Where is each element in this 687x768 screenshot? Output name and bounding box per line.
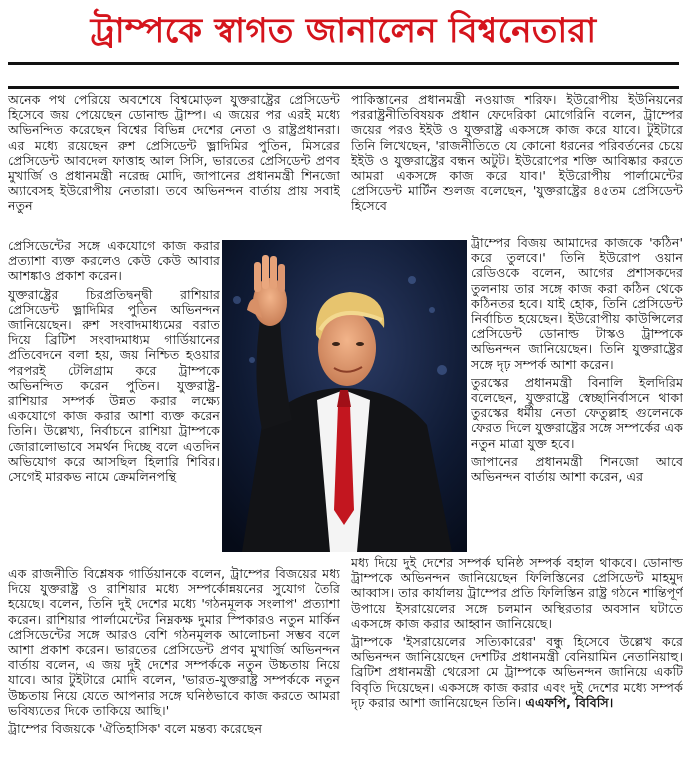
- headline-rule-top: [8, 62, 679, 65]
- article-paragraph: মধ্য দিয়ে দুই দেশের সম্পর্ক ঘনিষ্ঠ সম্পর্ক বহাল থাকবে। ডোনাল্ড ট্রাম্পকে অভিনন্দন জানিয়েছেন ফিলিস্তিনের প্রেসিডেন্ট মাহমুদ আব্বাস। তার কার্যালয় ট্রাম্পের প্রতি ফিলিস্তিন রাষ্ট্র গঠনে শান্তিপূর্ণ উপায়ে ইসরায়েলের সঙ্গে চলমান অস্থিরতার অবসান ঘটাতে একসঙ্গে কাজ করার আহ্বান জানিয়েছে।: [351, 555, 683, 631]
- byline: এএফপি, বিবিসি।: [525, 694, 614, 710]
- article-bottom-left: [8, 566, 340, 764]
- article-paragraph: ট্রাম্পের বিজয়কে 'ঐতিহাসিক' বলে মন্তব্য করেছেন: [8, 721, 263, 737]
- article-paragraph: এক রাজনীতি বিশ্লেষক গার্ডিয়ানকে বলেন, ট্রাম্পের বিজয়ের মধ্য দিয়ে যুক্তরাষ্ট্র ও রাশিয়ার মধ্যে সম্পর্কোন্নয়নের সুযোগ তৈরি হয়েছে। বলেন, তিনি দুই দেশের মধ্যে 'গঠনমূলক সংলাপ' প্রত্যাশা করেন। রাশিয়ার পার্লামেন্টের নিম্নকক্ষ দুমার স্পিকারও নতুন মার্কিন প্রেসিডেন্টের সঙ্গে আরও বেশি গঠনমূলক আলোচনা সম্ভব বলে আশা প্রকাশ করেন। ভারতের প্রেসিডেন্ট প্রণব মুখার্জি অভিনন্দন বার্তায় বলেন, এ জয় দুই দেশের সম্পর্ককে নতুন উচ্চতায় নিয়ে যাবে। আর টুইটারে মোদি বলেন, 'ভারত-যুক্তরাষ্ট্র সম্পর্ককে নতুন উচ্চতায় নিয়ে যেতে আপনার সঙ্গে ঘনিষ্ঠভাবে কাজ করতে আমরা ভবিষ্যতের দিকে তাকিয়ে আছি।': [8, 566, 340, 718]
- article-left-narrow: [8, 238, 220, 566]
- headline-rule-bottom: [8, 86, 679, 89]
- article-paragraph: [351, 634, 683, 710]
- article-paragraph: যুক্তরাষ্ট্রের চিরপ্রতিদ্বন্দ্বী রাশিয়ার প্রেসিডেন্ট ভ্লাদিমির পুতিন অভিনন্দন জানিয়েছেন। রুশ সংবাদমাধ্যমের বরাত দিয়ে ব্রিটিশ সংবাদমাধ্যম গার্ডিয়ানের প্রতিবেদনে বলা হয়, জয় নিশ্চিত হওয়ার পরপরই টেলিগ্রাম করে ট্রাম্পকে অভিনন্দিত করেন পুতিন। যুক্তরাষ্ট্র-রাশিয়ার সম্পর্ক উন্নত করার লক্ষ্যে একযোগে কাজ করার আশা ব্যক্ত করেন তিনি। উল্লেখ্য, নির্বাচনে রাশিয়া ট্রাম্পকে জোরালোভাবে সমর্থন দিচ্ছে বলে এতদিন অভিযোগ করে আসছিল হিলারি শিবির। সেগেই মারকভ নামে ক্রেমলিনপন্থি: [8, 286, 220, 485]
- article-paragraph: ট্রাম্পের বিজয় আমাদের কাজকে 'কঠিন' করে তুলবে।' তিনি ইউরোপ ওয়ান রেডিওকে বলেন, আগের প্রশাসকদের তুলনায় তার সঙ্গে কাজ করা কঠিন থেকে কঠিনতর হবে। যাই হোক, তিনি প্রেসিডেন্ট নির্বাচিত হয়েছেন। ইউরোপীয় কাউন্সিলের প্রেসিডেন্ট ডোনাল্ড টাস্কও ট্রাম্পকে অভিনন্দন জানিয়েছেন। তিনি যুক্তরাষ্ট্রের সঙ্গে দৃঢ় সম্পর্ক আশা করেন।: [471, 235, 683, 372]
- article-left-top: [8, 92, 340, 238]
- article-paragraph: তুরস্কের প্রধানমন্ত্রী বিনালি ইলদিরিম বলেছেন, যুক্তরাষ্ট্রে স্বেচ্ছানির্বাসনে থাকা তুরস্কের ধর্মীয় নেতা ফেতুল্লাহ গুলেনকে ফেরত দিলে যুক্তরাষ্ট্রের সঙ্গে সম্পর্কের এক নতুন মাত্রা যুক্ত হবে।: [471, 374, 683, 451]
- article-bottom-right: [351, 555, 683, 765]
- article-paragraph: অনেক পথ পেরিয়ে অবশেষে বিশ্বমোড়ল যুক্তরাষ্ট্রের প্রেসিডেন্ট হিসেবে জয় পেয়েছেন ডোনাল্ড ট্রাম্প। এ জয়ের পর এরই মধ্যে অভিনন্দিত করেছেন বিশ্বের বিভিন্ন দেশের নেতা ও রাষ্ট্রপ্রধানরা। এর মধ্যে রয়েছেন রুশ প্রেসিডেন্ট ভ্লাদিমির পুতিন, মিসরের প্রেসিডেন্ট আবদেল ফাত্তাহ আল সিসি, ভারতের প্রেসিডেন্ট প্রণব মুখার্জি ও প্রধানমন্ত্রী নরেন্দ্র মোদি, জাপানের প্রধানমন্ত্রী শিনজো অ্যাবেসহ ইউরোপীয় নেতারা। তবে অভিনন্দন বার্তায় প্রায় সবাই নতুন: [8, 92, 340, 214]
- trump-waving-image: [222, 240, 467, 552]
- article-paragraph: প্রেসিডেন্টের সঙ্গে একযোগে কাজ করার প্রত্যাশা ব্যক্ত করলেও কেউ কেউ আবার আশঙ্কাও প্রকাশ করেন।: [8, 238, 220, 284]
- article-paragraph: জাপানের প্রধানমন্ত্রী শিনজো আবে অভিনন্দন বার্তায় আশা করেন, এর: [471, 453, 683, 485]
- article-right-top: [351, 92, 683, 232]
- article-text: ট্রাম্পকে 'ইসরায়েলের সত্যিকারের' বন্ধু হিসেবে উল্লেখ করে অভিনন্দন জানিয়েছেন দেশটির প্রধানমন্ত্রী বেনিয়ামিন নেতানিয়াহু। ব্রিটিশ প্রধানমন্ত্রী থেরেসা মে ট্রাম্পকে অভিনন্দন জানিয়ে একটি বিবৃতি দিয়েছেন। একসঙ্গে কাজ করার এবং দুই দেশের মধ্যে সম্পর্ক দৃঢ় করার আশা জানিয়েছেন তিনি।: [351, 634, 683, 710]
- trump-photo: [222, 240, 467, 552]
- headline: ট্রাম্পকে স্বাগত জানালেন বিশ্বনেতারা: [90, 11, 597, 51]
- article-paragraph: পাকিস্তানের প্রধানমন্ত্রী নওয়াজ শরিফ। ইউরোপীয় ইউনিয়নের পররাষ্ট্রনীতিবিষয়ক প্রধান ফেদেরিকা মোগেরিনি বলেন, ট্রাম্পের জয়ের পরও ইইউ ও যুক্তরাষ্ট্র একসঙ্গে কাজ করে যাবে। টুইটারে তিনি লিখেছেন, 'রাজনীতিতে যে কোনো ধরনের পরিবর্তনের চেয়ে ইইউ ও যুক্তরাষ্ট্রের বন্ধন অটুট। ইউরোপের শক্তি আবিষ্কার করতে আমরা একসঙ্গে কাজ করে যাব।' ইউরোপীয় পার্লামেন্টের প্রেসিডেন্ট মার্টিন শুলজ বলেছেন, 'যুক্তরাষ্ট্রের ৪৫তম প্রেসিডেন্ট হিসেবে: [351, 92, 683, 214]
- article-right-narrow: [471, 235, 683, 555]
